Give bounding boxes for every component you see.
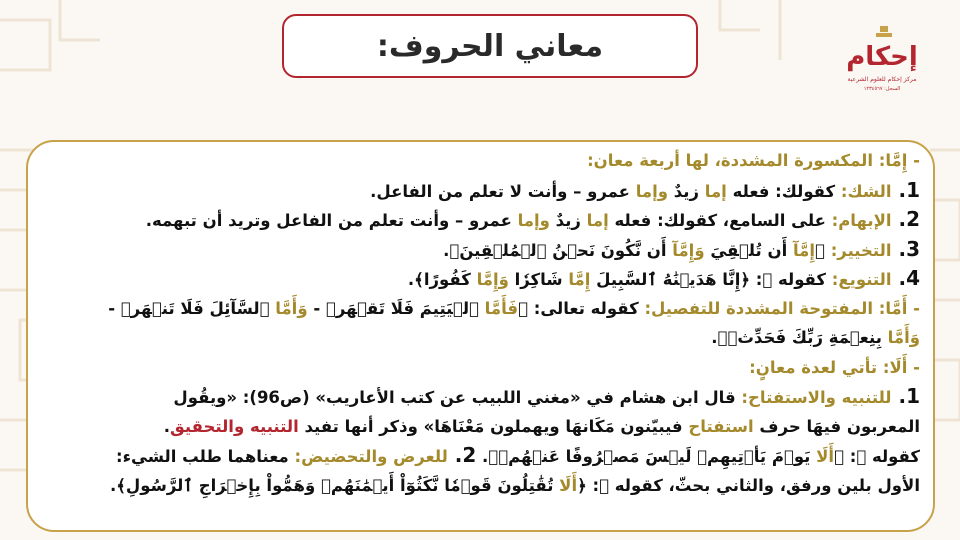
highlight-text: وإما [635, 181, 669, 201]
body-text: الأول بلين ورفق، والثاني بحثّ، كقوله ﷻ: ﴿ [577, 475, 920, 495]
highlight-text: للعرض والتحضيض: [294, 447, 448, 466]
body-text: بِنِعۡمَةِ رَبِّكَ فَحَدِّثۡ﴾. [711, 328, 888, 347]
highlight-text: أَلَا [559, 475, 578, 495]
body-text: ﴿ [815, 240, 831, 260]
body-text: . [163, 416, 170, 436]
body-text: عمرو – وأنت لا تعلم من الفاعل. [370, 181, 636, 201]
body-text: قال ابن هشام في «مغني اللبيب عن كتب الأعاريب» (ص96): «ويقُول [173, 388, 742, 407]
highlight-text: - أَلَا: تأتي لعدة معانٍ: [749, 357, 920, 377]
item-number: 4. [891, 266, 920, 290]
body-text: أَن تُلۡقِيَ [704, 240, 793, 260]
body-text: المعربون فيهَا حرف [753, 416, 920, 436]
text-line [30, 471, 920, 501]
highlight-text: إِمَّآ [792, 240, 816, 260]
text-line [30, 205, 920, 235]
highlight-text: إما [704, 181, 727, 201]
highlight-text: - أَمَّا: المفتوحة المشددة للتفصيل: [644, 298, 920, 318]
body-text: كقوله ﷻ: ﴿إِنَّا هَدَيۡنَٰهُ ٱلسَّبِيلَ [590, 270, 832, 289]
body-text: كقولك: فعله [726, 181, 841, 201]
text-line [30, 323, 920, 353]
logo-registration: السجل: ١٢٣٤٥٦٧ [863, 86, 901, 92]
highlight-text: استفتاح [688, 416, 754, 436]
highlight-text: وَأَمَّا [275, 298, 308, 318]
body-text: كقوله تعالى: ﴿ [518, 298, 645, 318]
item-number: 1. [891, 384, 920, 408]
body-text: على السامع، كقولك: فعله [608, 211, 832, 230]
title-box [282, 14, 698, 78]
text-line [30, 382, 920, 412]
text-line [30, 441, 920, 471]
body-text: شَاكِرٗا [508, 270, 569, 289]
highlight-text: للتنبيه والاستفتاح: [741, 388, 892, 407]
text-line [30, 235, 920, 265]
body-text: ٱلۡيَتِيمَ فَلَا تَقۡهَرۡ - [307, 298, 485, 318]
body-text: معناهما طلب الشيء: [116, 447, 295, 466]
highlight-text: فَأَمَّا [484, 298, 519, 318]
text-line [30, 146, 920, 176]
text-line [30, 353, 920, 383]
body-text: تُقَٰتِلُونَ قَوۡمٗا نَّكَثُوٓاْ أَيۡمَٰنَهُمۡ وَهَمُّواْ بِإِخۡرَاجِ ٱلرَّسُولِ﴾. [110, 475, 560, 495]
highlight-text: وَإِمَّا [476, 270, 509, 289]
text-line [30, 412, 920, 442]
page-title: معاني الحروف: [376, 28, 604, 64]
body-text: يَوۡمَ يَأۡتِيهِمۡ لَيۡسَ مَصۡرُوفًا عَنۡهُمۡ﴾. [476, 447, 817, 466]
highlight-text: وَإِمَّآ [672, 240, 705, 260]
text-line [30, 264, 920, 294]
item-number: 3. [891, 236, 920, 261]
highlight-text: التخيير: [830, 240, 892, 260]
logo-subtitle: مركز إحكام للعلوم الشرعية [847, 76, 917, 83]
highlight-text: وإما [517, 211, 550, 230]
highlight-text: الشك: [840, 181, 892, 201]
logo-name: إحكام [846, 42, 918, 72]
item-number: 1. [891, 177, 920, 202]
content-lines [30, 146, 920, 500]
body-text: ٱلسَّآئِلَ فَلَا تَنۡهَرۡ - [108, 298, 276, 318]
body-text: فيبيّنون مَكَانهَا ويهملون مَعْنَاهَا» وذكر أنها تفيد [298, 416, 689, 436]
highlight-text: وَأَمَّا [887, 328, 920, 347]
body-text: زيدٌ [549, 211, 587, 230]
item-number: 2. [447, 443, 477, 467]
body-text: كَفُورًا﴾. [407, 270, 477, 289]
item-number: 2. [891, 207, 920, 231]
highlight-text: - إِمَّا: المكسورة المشددة، لها أربعة معان: [587, 151, 920, 170]
text-line [30, 176, 920, 206]
body-text: زيدٌ [668, 181, 705, 201]
highlight-text: إما [586, 211, 609, 230]
body-text: أَن نَّكُونَ نَحۡنُ ٱلۡمُلۡقِينَ﴾. [443, 240, 673, 260]
logo [836, 20, 928, 100]
body-text: كقوله ﷻ: ﴿ [834, 447, 920, 466]
highlight-text: الإبهام: [831, 211, 892, 230]
highlight-text: التنبيه والتحقيق [169, 416, 299, 436]
text-line [30, 294, 920, 324]
highlight-text: إِمَّا [568, 270, 591, 289]
body-text: عمرو – وأنت تعلم من الفاعل وتريد أن تبهمه. [145, 211, 518, 230]
highlight-text: التنويع: [831, 270, 892, 289]
highlight-text: أَلَا [816, 447, 835, 466]
